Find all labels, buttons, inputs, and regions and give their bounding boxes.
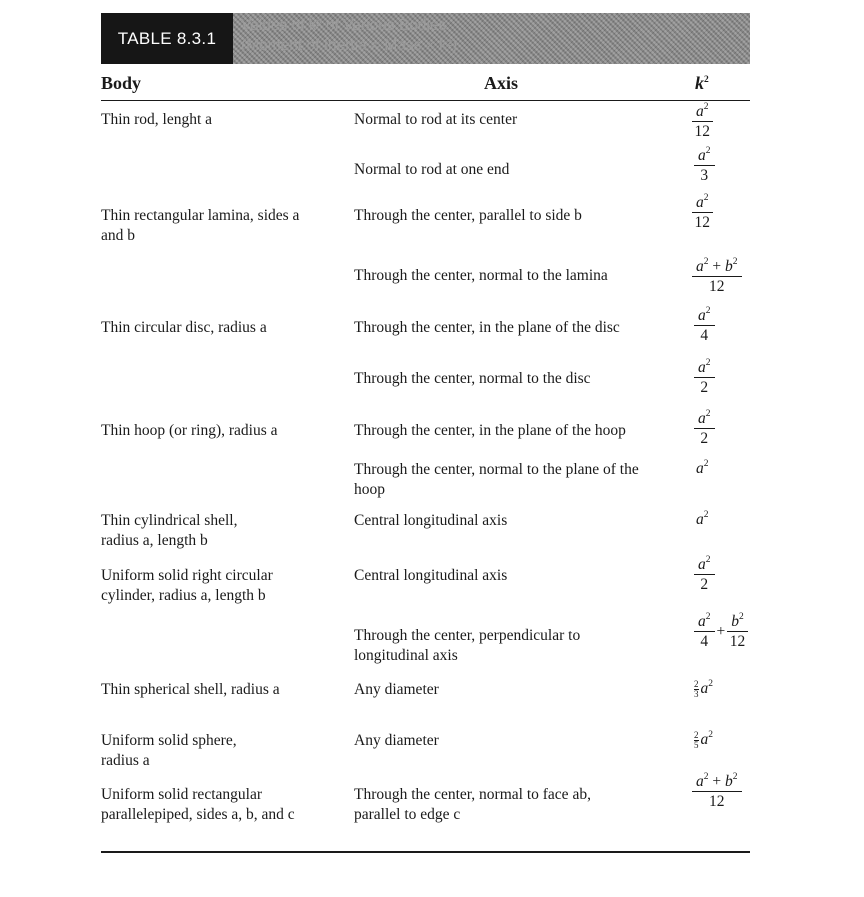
k2-formula: $a^2$ 12 bbox=[692, 195, 713, 232]
column-header-k2: $k^2$ bbox=[695, 73, 709, 93]
axis-cell: Through the center, normal to face ab, parallel to edge c bbox=[354, 786, 591, 823]
axis-cell: Central longitudinal axis bbox=[354, 567, 508, 584]
axis-cell: Through the center, in the plane of the hoop bbox=[354, 422, 626, 439]
k2-formula: $a^2 + b^2$ 12 bbox=[692, 259, 742, 296]
body-cell: Thin rod, lenght a bbox=[101, 111, 213, 128]
axis-cell: Through the center, normal to the lamina bbox=[354, 267, 608, 284]
k2-formula: $a^2 + b^2$ 12 bbox=[692, 774, 742, 811]
body-cell: Thin circular disc, radius a bbox=[101, 319, 267, 336]
table-number-label: TABLE 8.3.1 bbox=[101, 13, 233, 64]
body-cell: Thin rectangular lamina, sides a and b bbox=[101, 207, 300, 244]
k2-formula: $a^2$ 4 bbox=[694, 308, 715, 345]
axis-cell: Any diameter bbox=[354, 732, 439, 749]
axis-cell: Through the center, parallel to side b bbox=[354, 207, 582, 224]
k2-formula: $a^2$ bbox=[696, 459, 709, 477]
body-cell: Thin spherical shell, radius a bbox=[101, 681, 280, 698]
column-header-body: Body bbox=[101, 73, 142, 93]
k2-formula: $\frac{a^2}{4}$ + $\frac{b^2}{12}$ bbox=[694, 614, 748, 651]
column-header-axis: Axis bbox=[484, 73, 519, 93]
axis-cell: Through the center, in the plane of the disc bbox=[354, 319, 620, 336]
k2-formula: $a^2$ 2 bbox=[694, 360, 715, 397]
k2-formula: $a^2$ 3 bbox=[694, 148, 715, 185]
table-title-line-2: (Moment of Inertia = Mass × k²) bbox=[241, 37, 458, 54]
body-cell: Uniform solid sphere, radius a bbox=[101, 732, 237, 769]
axis-cell: Any diameter bbox=[354, 681, 439, 698]
k2-formula: $a^2$ 2 bbox=[694, 557, 715, 594]
k2-formula: $a^2$ bbox=[696, 510, 709, 528]
bottom-rule bbox=[101, 851, 750, 853]
axis-cell: Central longitudinal axis bbox=[354, 512, 508, 529]
axis-cell: Through the center, normal to the disc bbox=[354, 370, 591, 387]
body-cell: Thin hoop (or ring), radius a bbox=[101, 422, 278, 439]
header-rule bbox=[101, 100, 750, 101]
axis-cell: Through the center, normal to the plane of the hoop bbox=[354, 461, 639, 498]
axis-cell: Normal to rod at one end bbox=[354, 161, 510, 178]
body-cell: Thin cylindrical shell, radius a, length b bbox=[101, 512, 238, 549]
axis-cell: Normal to rod at its center bbox=[354, 111, 518, 128]
k2-formula: $a^2$ 2 bbox=[694, 411, 715, 448]
k2-exponent: 2 bbox=[704, 75, 709, 85]
k2-formula: $a^2$ 12 bbox=[692, 104, 713, 141]
body-cell: Uniform solid rectangular parallelepiped, sides a, b, and c bbox=[101, 786, 295, 823]
table-title-line-1: Values of k² of Various Bodies bbox=[241, 17, 447, 34]
k2-formula: $\frac{2}{3}$ $a^2$ bbox=[694, 679, 713, 699]
body-cell: Uniform solid right circular cylinder, radius a, length b bbox=[101, 567, 273, 604]
axis-cell: Through the center, perpendicular to longitudinal axis bbox=[354, 627, 581, 664]
k2-formula: $\frac{2}{5}$ $a^2$ bbox=[694, 730, 713, 750]
table-title-band bbox=[233, 13, 750, 64]
